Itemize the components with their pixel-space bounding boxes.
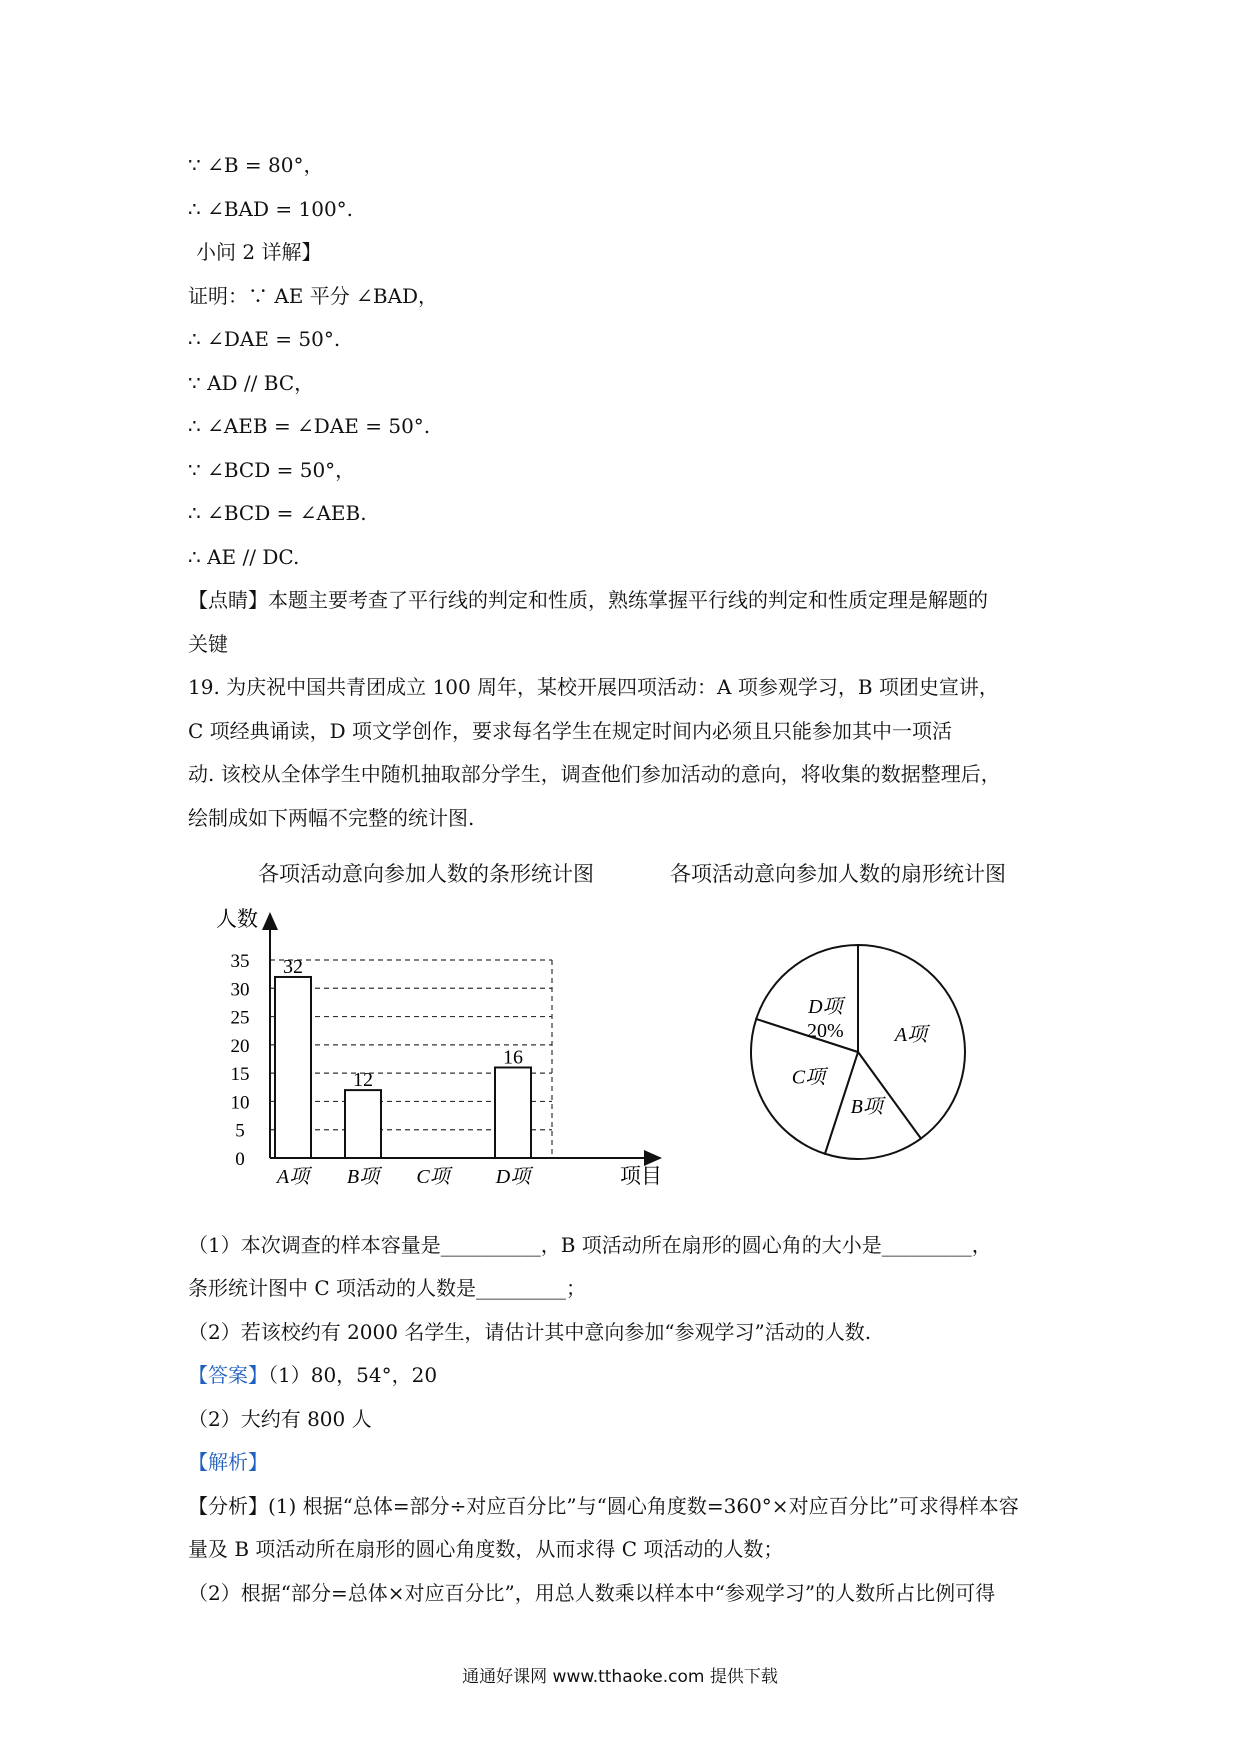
answer-label: 【答案】 [188, 1363, 268, 1387]
question-2: （2）若该校约有 2000 名学生，请估计其中意向参加“参观学习”活动的人数. [188, 1320, 872, 1344]
answer-line-2: （2）大约有 800 人 [188, 1407, 372, 1431]
analysis-line-1 [188, 1496, 1019, 1516]
text-line: ∴ ∠BAD = 100°. [188, 197, 354, 221]
bar [495, 1067, 531, 1158]
y-tick-label: 30 [230, 979, 250, 1001]
y-tick-label: 15 [230, 1064, 250, 1086]
x-axis-label: 项目 [620, 1164, 662, 1186]
question-1: （1）本次调查的样本容量是__________，B 项活动所在扇形的圆心角的大小是_________， [188, 1233, 992, 1257]
x-tick-label: B项 [346, 1166, 380, 1186]
x-tick-label: D项 [495, 1166, 531, 1186]
text-line: ∴ ∠AEB = ∠DAE = 50°. [188, 414, 431, 438]
text-line: ∴ ∠BCD = ∠AEB. [188, 501, 367, 525]
y-tick-label: 35 [230, 951, 250, 972]
question-1-cont: 条形统计图中 C 项活动的人数是_________； [188, 1276, 587, 1300]
problem-line: 动. 该校从全体学生中随机抽取部分学生，调查他们参加活动的意向，将收集的数据整理后， [188, 762, 1001, 786]
answer-line-1 [188, 1365, 437, 1385]
text-line: ∴ AE // DC. [188, 545, 300, 569]
bar [275, 977, 311, 1158]
text-line: ∵ ∠B = 80°， [188, 153, 324, 177]
text-line: 证明：∵ AE 平分 ∠BAD， [188, 284, 439, 308]
bar [345, 1090, 381, 1158]
text-line: ∵ AD // BC， [188, 371, 315, 395]
page-footer: 通通好课网 www.tthaoke.com 提供下载 [462, 1667, 778, 1687]
text-line: ∵ ∠BCD = 50°， [188, 458, 356, 482]
bar-chart [200, 896, 680, 1186]
analysis-line-3: （2）根据“部分=总体×对应百分比”，用总人数乘以样本中“参观学习”的人数所占比例可得 [188, 1581, 996, 1605]
pie-slice-label: B项 [850, 1095, 883, 1118]
y-tick-label: 25 [230, 1007, 250, 1029]
text-line: ∴ ∠DAE = 50°. [188, 327, 341, 351]
x-tick-label: A项 [276, 1166, 310, 1186]
y-axis-label: 人数 [216, 907, 258, 931]
y-tick-label: 0 [235, 1149, 245, 1170]
y-tick-label: 5 [235, 1120, 245, 1142]
fenxi-label: 【分析】 [188, 1494, 268, 1518]
note-line: 【点睛】本题主要考查了平行线的判定和性质，熟练掌握平行线的判定和性质定理是解题的 [188, 588, 988, 612]
pie-chart [728, 922, 988, 1182]
x-tick-label: C项 [416, 1166, 450, 1186]
section-heading: 小问 2 详解】 [196, 240, 322, 264]
y-tick-label: 20 [230, 1035, 250, 1057]
problem-line: C 项经典诵读，D 项文学创作，要求每名学生在规定时间内必须且只能参加其中一项活 [188, 719, 953, 743]
pie-slice-percent: 20% [806, 1019, 844, 1042]
bar-value-label: 32 [283, 955, 303, 978]
analysis-line-2: 量及 B 项活动所在扇形的圆心角度数，从而求得 C 项活动的人数； [188, 1537, 784, 1561]
answer-part-1: （1）80，54°，20 [268, 1363, 438, 1387]
problem-line: 绘制成如下两幅不完整的统计图. [188, 806, 475, 830]
pie-slice-label: D项 [808, 995, 843, 1018]
bar-value-label: 16 [503, 1046, 523, 1069]
analysis-text-1: (1) 根据“总体=部分÷对应百分比”与“圆心角度数=360°×对应百分比”可求得样本容 [268, 1494, 1019, 1518]
analysis-label: 【解析】 [188, 1450, 268, 1474]
pie-chart-title: 各项活动意向参加人数的扇形统计图 [670, 862, 1006, 886]
y-tick-label: 10 [230, 1092, 250, 1114]
bar-chart-title: 各项活动意向参加人数的条形统计图 [258, 862, 594, 886]
pie-slice-label: A项 [894, 1023, 928, 1046]
note-line: 关键 [188, 632, 228, 656]
bar-value-label: 12 [353, 1069, 373, 1092]
problem-line: 19. 为庆祝中国共青团成立 100 周年，某校开展四项活动：A 项参观学习，B 项团史宣讲， [188, 675, 999, 699]
pie-slice-label: C项 [791, 1066, 826, 1089]
